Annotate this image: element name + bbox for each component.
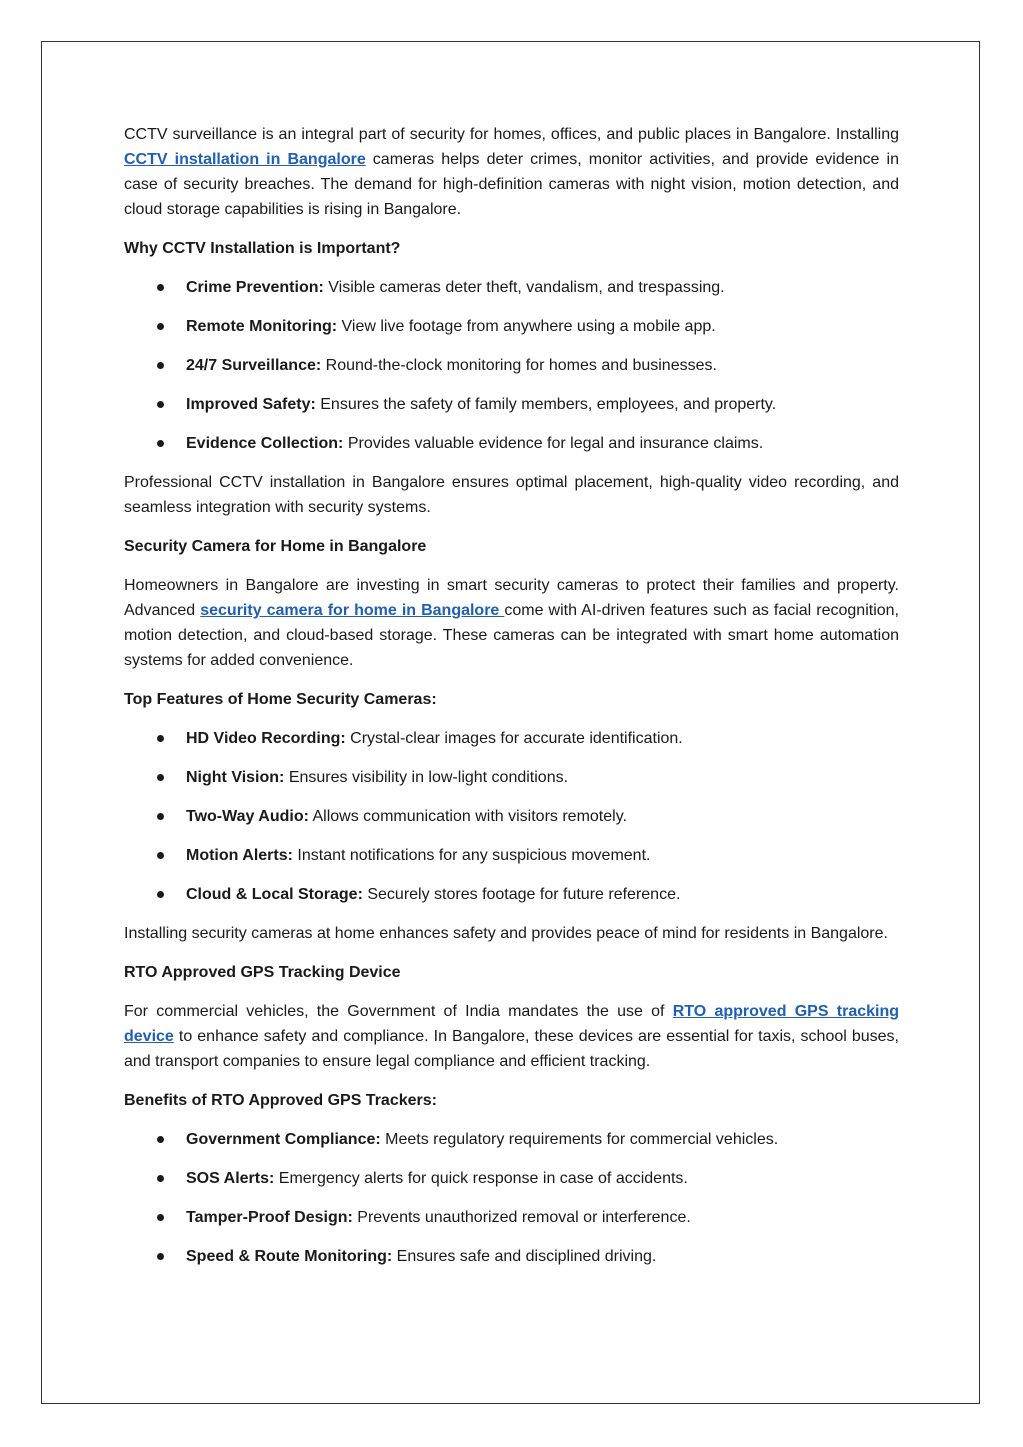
benefits-list <box>124 1127 899 1269</box>
item-text: Crystal-clear images for accurate identification. <box>345 730 683 747</box>
bullet-icon <box>157 813 164 820</box>
features-list <box>124 726 899 907</box>
intro-text-1: CCTV surveillance is an integral part of security for homes, offices, and public places in Bangalore. Installing <box>124 126 899 143</box>
list-item <box>124 843 899 868</box>
why-list <box>124 275 899 456</box>
item-text: Securely stores footage for future reference. <box>362 886 681 903</box>
bullet-icon <box>157 440 164 447</box>
list-item <box>124 882 899 907</box>
bullet-icon <box>157 284 164 291</box>
home-text-1: Homeowners in Bangalore are investing in smart security cameras to protect their families and property. Advanced <box>124 577 899 619</box>
item-title: Motion Alerts: <box>186 847 293 864</box>
bullet-icon <box>157 852 164 859</box>
item-text: Meets regulatory requirements for commercial vehicles. <box>380 1131 779 1148</box>
home-security-camera-link[interactable]: security camera for home in Bangalore <box>200 602 505 619</box>
list-item <box>124 1127 899 1152</box>
item-title: Tamper-Proof Design: <box>186 1209 353 1226</box>
item-title: Evidence Collection: <box>186 435 344 452</box>
list-item <box>124 275 899 300</box>
list-item <box>124 1205 899 1230</box>
features-heading: Top Features of Home Security Cameras: <box>124 691 437 708</box>
item-text: Prevents unauthorized removal or interference. <box>352 1209 691 1226</box>
bullet-icon <box>157 1136 164 1143</box>
list-item <box>124 1166 899 1191</box>
bullet-icon <box>157 735 164 742</box>
item-title: Speed & Route Monitoring: <box>186 1248 393 1265</box>
why-closing-paragraph: Professional CCTV installation in Bangalore ensures optimal placement, high-quality video recording, and seamless integration with security systems. <box>124 474 899 516</box>
item-title: Government Compliance: <box>186 1131 381 1148</box>
item-text: Ensures safe and disciplined driving. <box>392 1248 657 1265</box>
bullet-icon <box>157 1175 164 1182</box>
features-closing-paragraph: Installing security cameras at home enhances safety and provides peace of mind for residents in Bangalore. <box>124 925 888 942</box>
item-text: Visible cameras deter theft, vandalism, and trespassing. <box>323 279 725 296</box>
item-text: Allows communication with visitors remotely. <box>308 808 627 825</box>
list-item <box>124 392 899 417</box>
item-title: Cloud & Local Storage: <box>186 886 363 903</box>
item-title: SOS Alerts: <box>186 1170 275 1187</box>
list-item <box>124 726 899 751</box>
bullet-icon <box>157 323 164 330</box>
item-title: 24/7 Surveillance: <box>186 357 322 374</box>
gps-paragraph <box>124 999 899 1074</box>
item-title: Improved Safety: <box>186 396 316 413</box>
bullet-icon <box>157 1214 164 1221</box>
gps-text-2: to enhance safety and compliance. In Bangalore, these devices are essential for taxis, school buses, and transport companies to ensure legal compliance and efficient tracking. <box>124 1028 899 1070</box>
item-text: Provides valuable evidence for legal and insurance claims. <box>343 435 764 452</box>
list-item <box>124 765 899 790</box>
item-text: View live footage from anywhere using a mobile app. <box>337 318 716 335</box>
item-title: Night Vision: <box>186 769 285 786</box>
home-heading: Security Camera for Home in Bangalore <box>124 538 427 555</box>
document-body <box>124 122 899 1283</box>
item-text: Ensures visibility in low-light conditions. <box>284 769 569 786</box>
intro-paragraph <box>124 122 899 222</box>
item-text: Instant notifications for any suspicious movement. <box>292 847 651 864</box>
bullet-icon <box>157 1253 164 1260</box>
bullet-icon <box>157 401 164 408</box>
intro-text-2: cameras helps deter crimes, monitor activities, and provide evidence in case of security breaches. The demand for high-definition cameras with night vision, motion detection, and cloud storage capabilities is rising in Bangalore. <box>124 151 899 218</box>
list-item <box>124 314 899 339</box>
gps-heading: RTO Approved GPS Tracking Device <box>124 964 401 981</box>
rto-gps-tracking-link[interactable]: RTO approved GPS tracking device <box>124 1003 900 1045</box>
item-title: Remote Monitoring: <box>186 318 338 335</box>
benefits-heading: Benefits of RTO Approved GPS Trackers: <box>124 1092 437 1109</box>
item-text: Ensures the safety of family members, employees, and property. <box>315 396 777 413</box>
cctv-installation-link[interactable]: CCTV installation in Bangalore <box>124 151 366 168</box>
list-item <box>124 431 899 456</box>
list-item <box>124 804 899 829</box>
why-heading: Why CCTV Installation is Important? <box>124 240 401 257</box>
item-text: Emergency alerts for quick response in case of accidents. <box>274 1170 688 1187</box>
item-title: Crime Prevention: <box>186 279 324 296</box>
bullet-icon <box>157 362 164 369</box>
home-paragraph <box>124 573 899 673</box>
list-item <box>124 1244 899 1269</box>
item-title: HD Video Recording: <box>186 730 346 747</box>
gps-text-1: For commercial vehicles, the Government of India mandates the use of <box>124 1003 673 1020</box>
bullet-icon <box>157 891 164 898</box>
item-text: Round-the-clock monitoring for homes and businesses. <box>321 357 717 374</box>
item-title: Two-Way Audio: <box>186 808 309 825</box>
list-item <box>124 353 899 378</box>
bullet-icon <box>157 774 164 781</box>
home-text-2: come with AI-driven features such as facial recognition, motion detection, and cloud-based storage. These cameras can be integrated with smart home automation systems for added convenience. <box>124 602 899 669</box>
